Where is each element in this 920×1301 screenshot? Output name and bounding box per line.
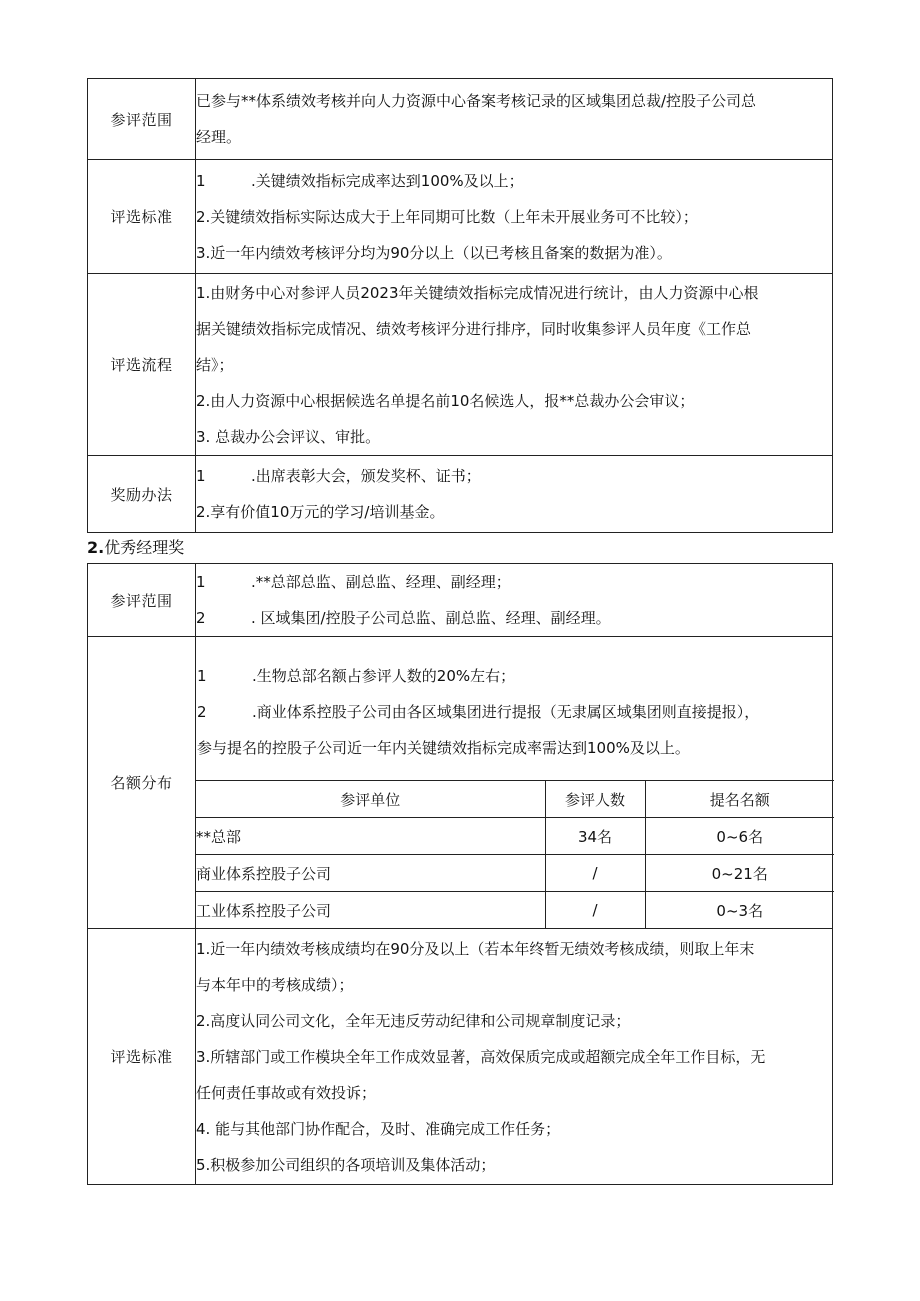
table-cell: 工业体系控股子公司: [196, 892, 545, 929]
table-cell: **总部: [196, 818, 545, 855]
text-line: [197, 658, 832, 694]
text-line: 1.由财务中心对参评人员2023年关键绩效指标完成情况进行统计，由人力资源中心根: [196, 283, 759, 302]
text-line: [196, 564, 832, 600]
column-header: 参评单位: [196, 781, 545, 818]
text-line: 经理。: [196, 128, 242, 146]
table-row: [88, 160, 833, 274]
list-number: 1: [196, 573, 206, 591]
text-line: 任何责任事故或有效投诉；: [196, 1083, 377, 1102]
text-line: 4. 能与其他部门协作配合，及时、准确完成工作任务；: [196, 1119, 561, 1138]
table-cell: 0~21名: [645, 855, 834, 892]
quota-table: [196, 780, 834, 928]
text-line: 与本年中的考核成绩）；: [196, 975, 354, 994]
row-label-scope: 参评范围: [88, 79, 196, 160]
criteria-content: [196, 160, 833, 274]
section-title: 优秀经理奖: [104, 538, 185, 557]
table-cell: 商业体系控股子公司: [196, 855, 545, 892]
row-label-criteria: 评选标准: [88, 160, 196, 274]
list-number: 2: [197, 703, 207, 721]
list-number: 1: [196, 171, 206, 190]
process-content: [196, 274, 833, 456]
text-line: 参与提名的控股子公司近一年内关键绩效指标完成率需达到100%及以上。: [197, 739, 690, 757]
table-cell: 0~3名: [645, 892, 834, 929]
text-line: [196, 163, 832, 199]
list-text: .生物总部名额占参评人数的20%左右；: [252, 667, 516, 685]
column-header: 参评人数: [545, 781, 645, 818]
column-header: 提名名额: [645, 781, 834, 818]
table-award-2: [87, 563, 833, 1185]
text-line: 结》；: [196, 355, 234, 374]
table-award-1: [87, 78, 833, 533]
table-cell: 0~6名: [645, 818, 834, 855]
quota-content: [196, 637, 833, 929]
table-row: [88, 564, 833, 637]
row-label-criteria: 评选标准: [88, 929, 196, 1185]
text-line: 5.积极参加公司组织的各项培训及集体活动；: [196, 1155, 496, 1174]
table-row: [196, 855, 834, 892]
text-line: 2.享有价值10万元的学习/培训基金。: [196, 503, 445, 521]
text-line: [196, 458, 832, 494]
table-cell: /: [545, 892, 645, 929]
text-line: [196, 600, 832, 636]
list-number: 2: [196, 609, 206, 627]
table-row: [196, 892, 834, 929]
list-number: 1: [196, 467, 206, 485]
section-heading: [87, 534, 184, 562]
text-line: [197, 694, 832, 730]
list-text: . 区域集团/控股子公司总监、副总监、经理、副经理。: [251, 609, 611, 627]
text-line: 3.所辖部门或工作模块全年工作成效显著，高效保质完成或超额完成全年工作目标，无: [196, 1047, 766, 1066]
row-label-quota: 名额分布: [88, 637, 196, 929]
text-line: 2.关键绩效指标实际达成大于上年同期可比数（上年未开展业务可不比较）；: [196, 207, 698, 226]
text-line: 2.高度认同公司文化，全年无违反劳动纪律和公司规章制度记录；: [196, 1011, 631, 1030]
row-label-reward: 奖励办法: [88, 456, 196, 533]
list-text: .商业体系控股子公司由各区域集团进行提报（无隶属区域集团则直接提报），: [252, 703, 760, 721]
table-row: [88, 929, 833, 1185]
scope-content: [196, 564, 833, 637]
text-line: 3.近一年内绩效考核评分均为90分以上（以已考核且备案的数据为准）。: [196, 243, 672, 262]
text-line: 已参与**体系绩效考核并向人力资源中心备案考核记录的区域集团总裁/控股子公司总: [196, 92, 757, 110]
scope-content: [196, 79, 833, 160]
table-header-row: [196, 781, 834, 818]
section-number: 2.: [87, 538, 105, 557]
list-text: .出席表彰大会，颁发奖杯、证书；: [251, 467, 481, 485]
text-line: 3. 总裁办公会评议、审批。: [196, 427, 381, 446]
text-line: 据关键绩效指标完成情况、绩效考核评分进行排序，同时收集参评人员年度《工作总: [196, 319, 752, 338]
row-label-process: 评选流程: [88, 274, 196, 456]
table-row: [88, 274, 833, 456]
reward-content: [196, 456, 833, 533]
text-line: 1.近一年内绩效考核成绩均在90分及以上（若本年终暂无绩效考核成绩，则取上年末: [196, 939, 755, 958]
criteria-content: [196, 929, 833, 1185]
table-row: [88, 456, 833, 533]
list-text: .关键绩效指标完成率达到100%及以上；: [251, 171, 524, 190]
row-label-scope: 参评范围: [88, 564, 196, 637]
list-number: 1: [197, 667, 207, 685]
table-row: [88, 637, 833, 929]
table-cell: /: [545, 855, 645, 892]
table-row: [88, 79, 833, 160]
text-line: 2.由人力资源中心根据候选名单提名前10名候选人，报**总裁办公会审议；: [196, 391, 695, 410]
table-cell: 34名: [545, 818, 645, 855]
table-row: [196, 818, 834, 855]
list-text: .**总部总监、副总监、经理、副经理；: [251, 573, 511, 591]
